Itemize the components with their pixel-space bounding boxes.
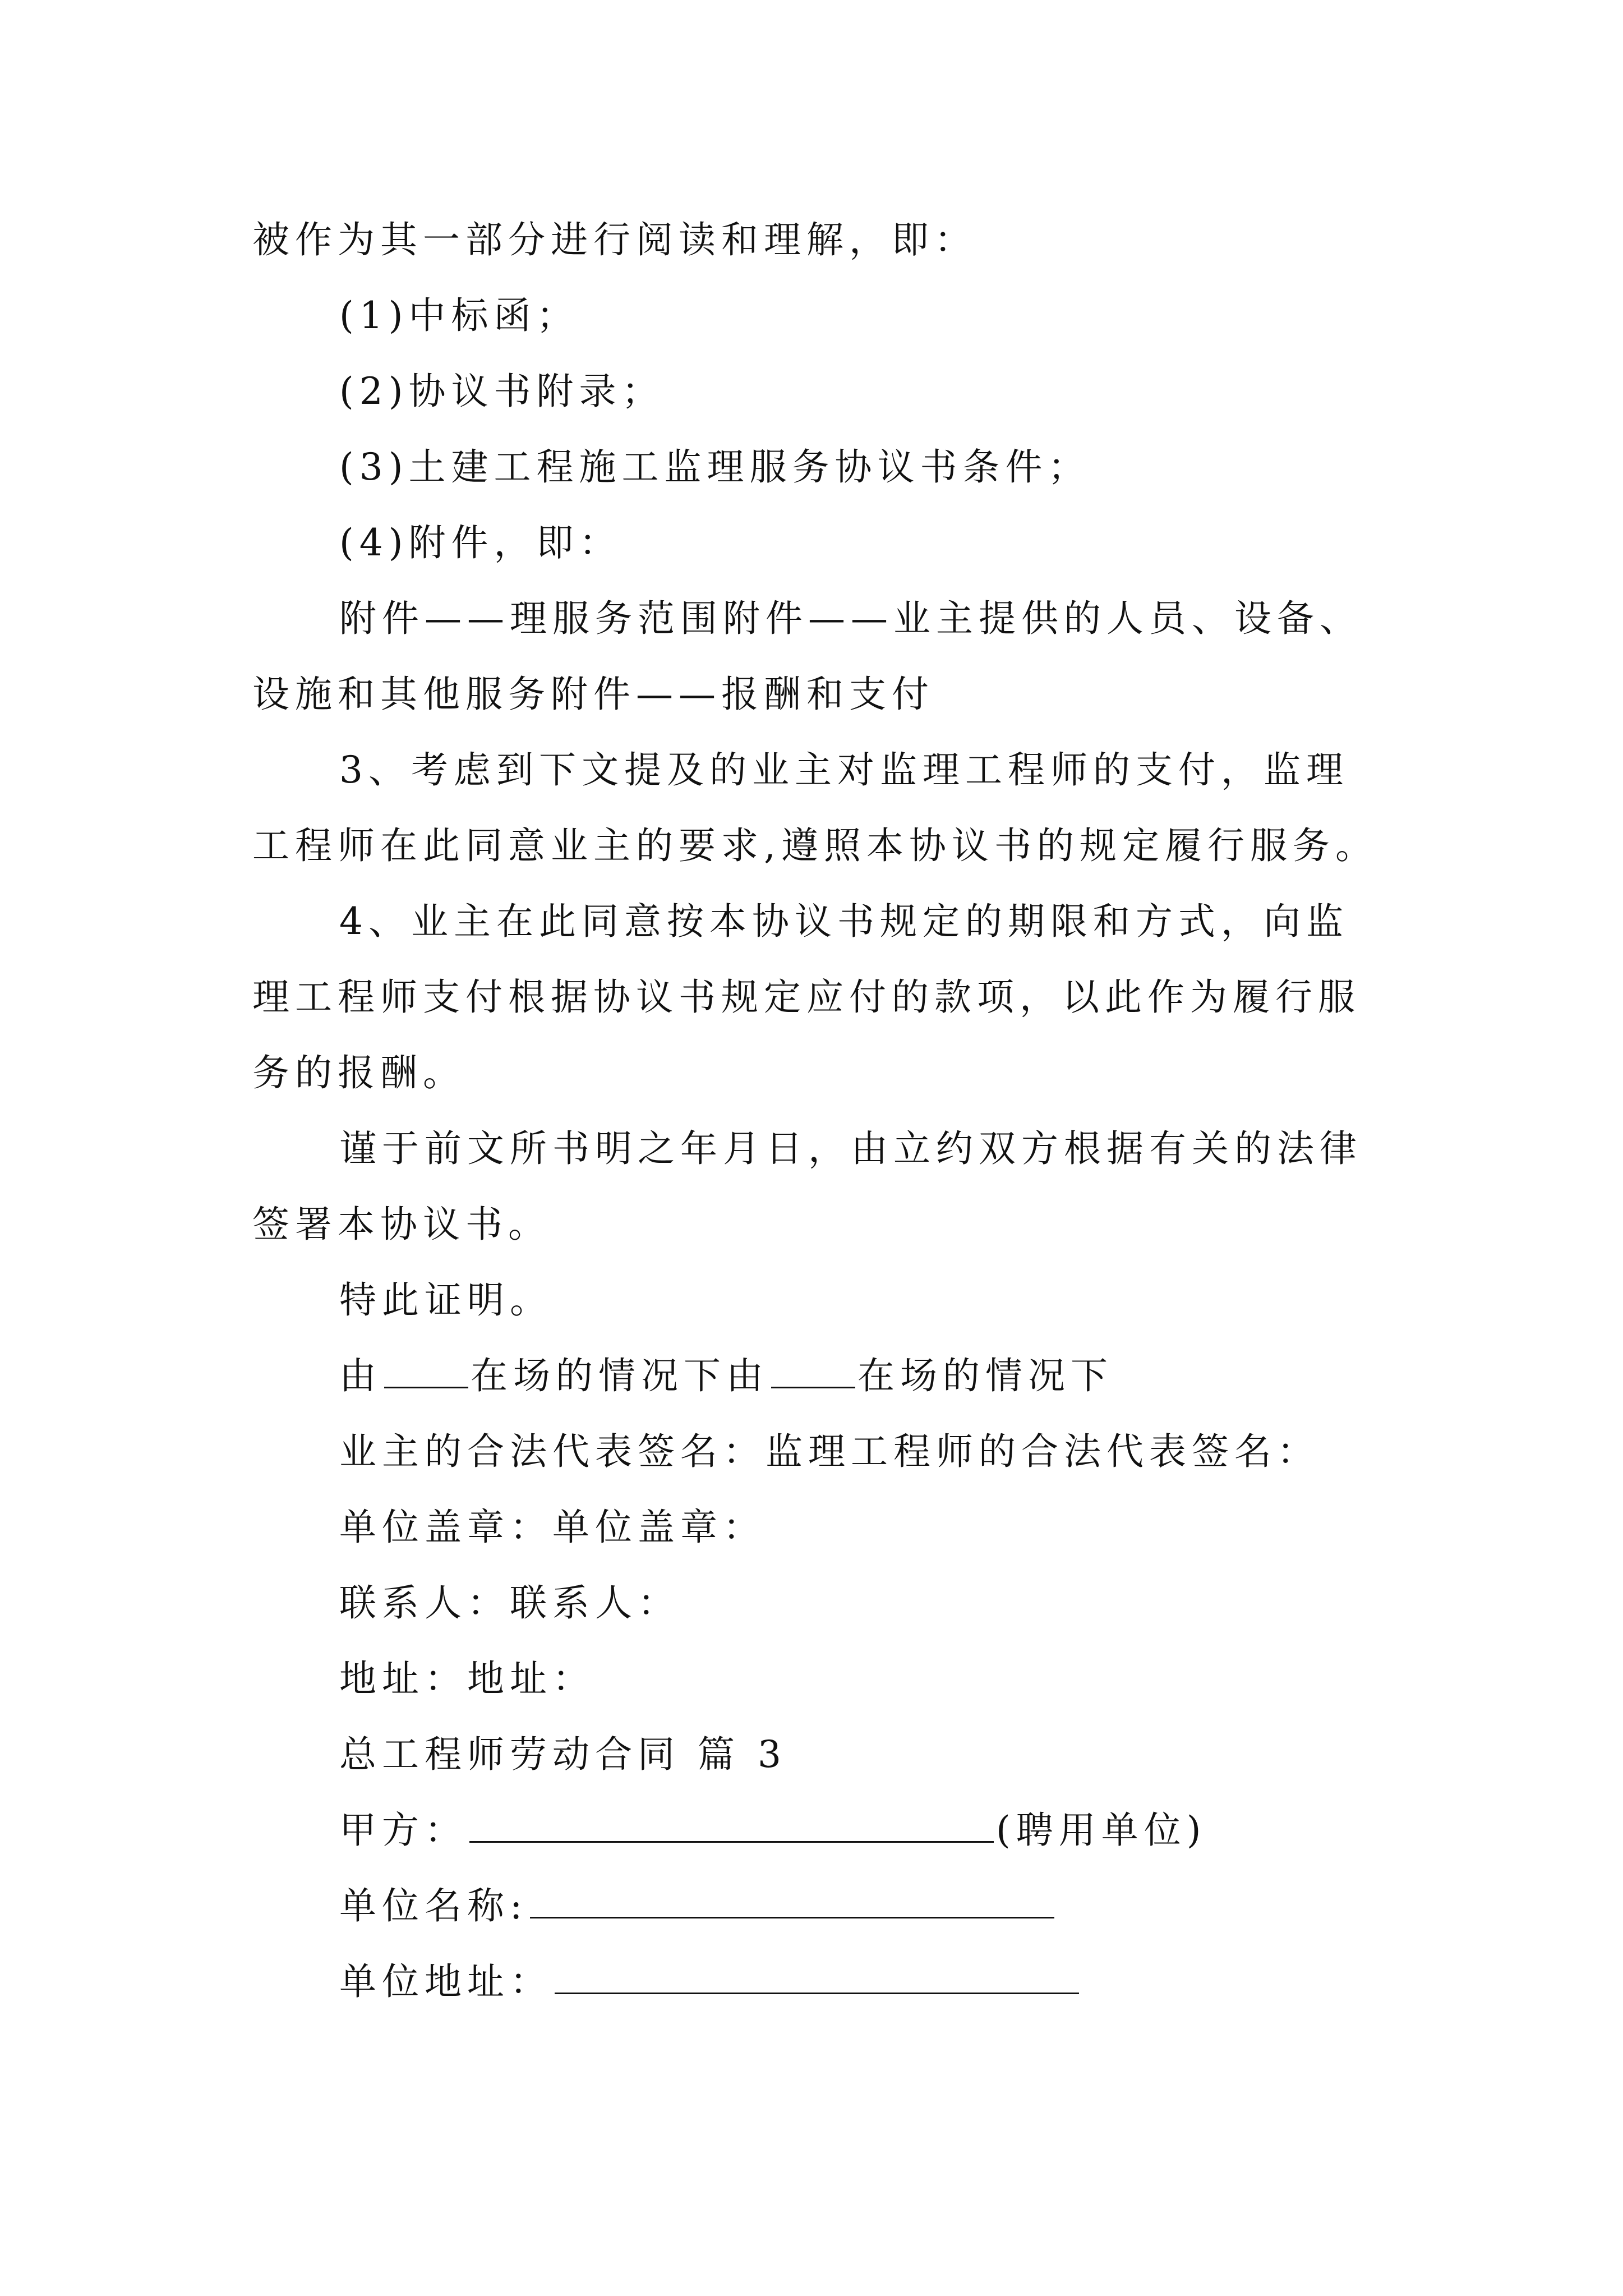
text-line: 工程师在此同意业主的要求,遵照本协议书的规定履行服务。 xyxy=(252,824,1378,867)
blank-field[interactable] xyxy=(555,1990,1079,1994)
company-name-line xyxy=(339,1884,1057,1927)
party-a-label: 甲方： xyxy=(339,1809,467,1852)
text-line: 设施和其他服务附件——报酬和支付 xyxy=(252,673,934,716)
text-line: 被作为其一部分进行阅读和理解，即： xyxy=(252,218,977,261)
list-item: (1)中标函； xyxy=(339,294,579,337)
text-line: 特此证明。 xyxy=(339,1278,552,1322)
list-item: (2)协议书附录； xyxy=(339,370,665,413)
blank-field[interactable] xyxy=(530,1915,1054,1918)
company-name-label: 单位名称: xyxy=(339,1884,528,1927)
blank-field[interactable] xyxy=(384,1384,468,1388)
text-line: 谨于前文所书明之年月日，由立约双方根据有关的法律 xyxy=(339,1127,1362,1170)
company-address-label: 单位地址： xyxy=(339,1960,552,2003)
seal-line: 单位盖章：单位盖章： xyxy=(339,1506,766,1549)
text-line: 4、业主在此同意按本协议书规定的期限和方式，向监 xyxy=(339,900,1349,943)
witness-line xyxy=(339,1354,1113,1397)
blank-field[interactable] xyxy=(771,1384,855,1388)
witness-middle: 在场的情况下由 xyxy=(471,1354,769,1397)
text-line: 附件——理服务范围附件——业主提供的人员、设备、 xyxy=(339,597,1362,640)
address-line: 地址：地址： xyxy=(339,1657,595,1700)
blank-field[interactable] xyxy=(469,1839,994,1843)
party-a-note: (聘用单位) xyxy=(996,1809,1207,1852)
text-line: 理工程师支付根据协议书规定应付的款项，以此作为履行服 xyxy=(252,976,1361,1019)
text-line: 务的报酬。 xyxy=(252,1051,465,1094)
witness-suffix: 在场的情况下 xyxy=(857,1354,1113,1397)
text-line: 签署本协议书。 xyxy=(252,1203,551,1246)
list-item: (4)附件，即： xyxy=(339,521,622,564)
list-item: (3)土建工程施工监理服务协议书条件； xyxy=(339,445,1091,489)
signature-line: 业主的合法代表签名：监理工程师的合法代表签名： xyxy=(339,1430,1320,1473)
witness-prefix: 由 xyxy=(339,1354,382,1397)
contact-line: 联系人：联系人： xyxy=(339,1581,680,1625)
text-line: 3、考虑到下文提及的业主对监理工程师的支付，监理 xyxy=(339,748,1349,792)
section-heading: 总工程师劳动合同 篇 3 xyxy=(339,1733,787,1776)
company-address-line xyxy=(339,1960,1081,2003)
party-a-line xyxy=(339,1809,1207,1852)
